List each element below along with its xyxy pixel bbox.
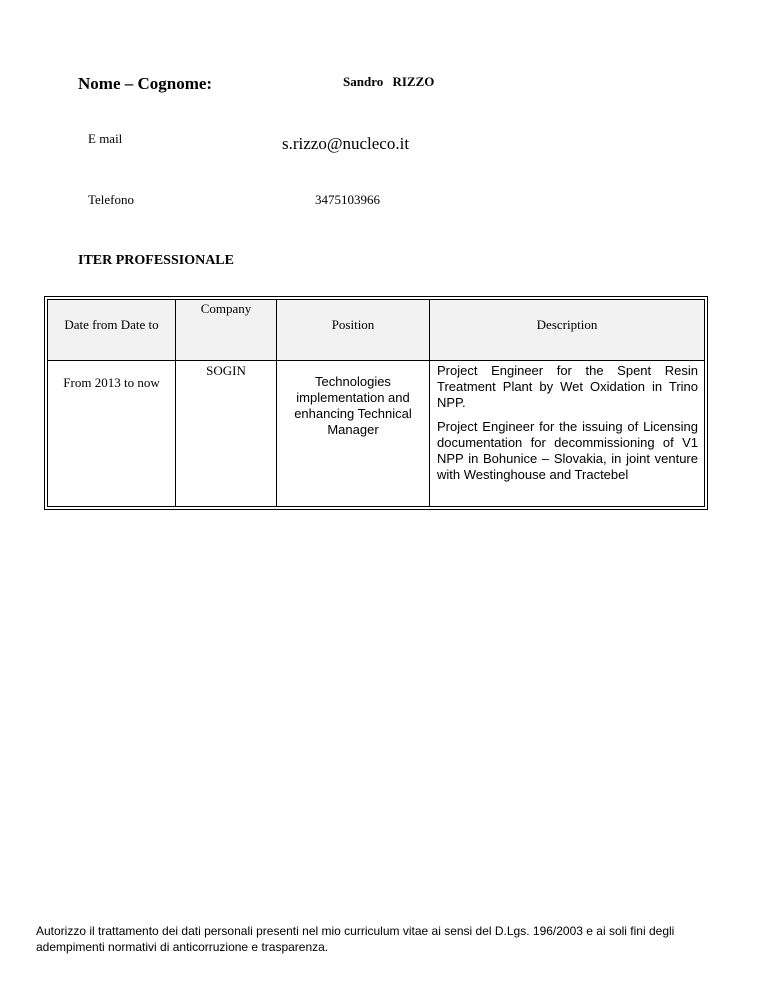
header-company [176,300,277,361]
row-date-cell [48,361,176,507]
header-position [277,300,430,361]
header-date-label: Date from Date to [64,317,159,332]
row-position-cell [277,361,430,507]
header-position-label: Position [331,317,375,332]
email-label: E mail [88,131,123,146]
privacy-footer: Autorizzo il trattamento dei dati personali presenti nel mio curriculum vitae ai sensi del D.Lgs. 196/2003 e ai soli fini degli adempimenti normativi di anticorruzione e trasparenza. [36,924,675,954]
header-description-label: Description [536,317,598,332]
email-value: s.rizzo@nucleco.it [282,134,410,153]
description-paragraph: Project Engineer for the issuing of Licensing documentation for decommissioning of V1 NPP in Bohunice – Slovakia, in joint venture with Westinghouse and Tractebel [437,419,698,482]
header-description [430,300,705,361]
row-company: SOGIN [206,363,246,378]
section-title: ITER PROFESSIONALE [78,253,234,268]
career-table [44,296,708,510]
row-date: From 2013 to now [63,375,160,390]
table-header-row [48,300,705,361]
table-row [48,361,705,507]
name-label: Nome – Cognome: [78,74,213,93]
row-description-cell [430,361,705,507]
phone-value: 3475103966 [315,192,380,207]
header-company-label: Company [200,301,252,316]
phone-label: Telefono [88,192,135,207]
row-position: Technologies implementation and enhancing Technical Manager [294,374,412,437]
description-paragraph: Project Engineer for the Spent Resin Treatment Plant by Wet Oxidation in Trino NPP. [437,363,698,410]
name-value: Sandro RIZZO [343,74,435,89]
row-company-cell [176,361,277,507]
header-date [48,300,176,361]
